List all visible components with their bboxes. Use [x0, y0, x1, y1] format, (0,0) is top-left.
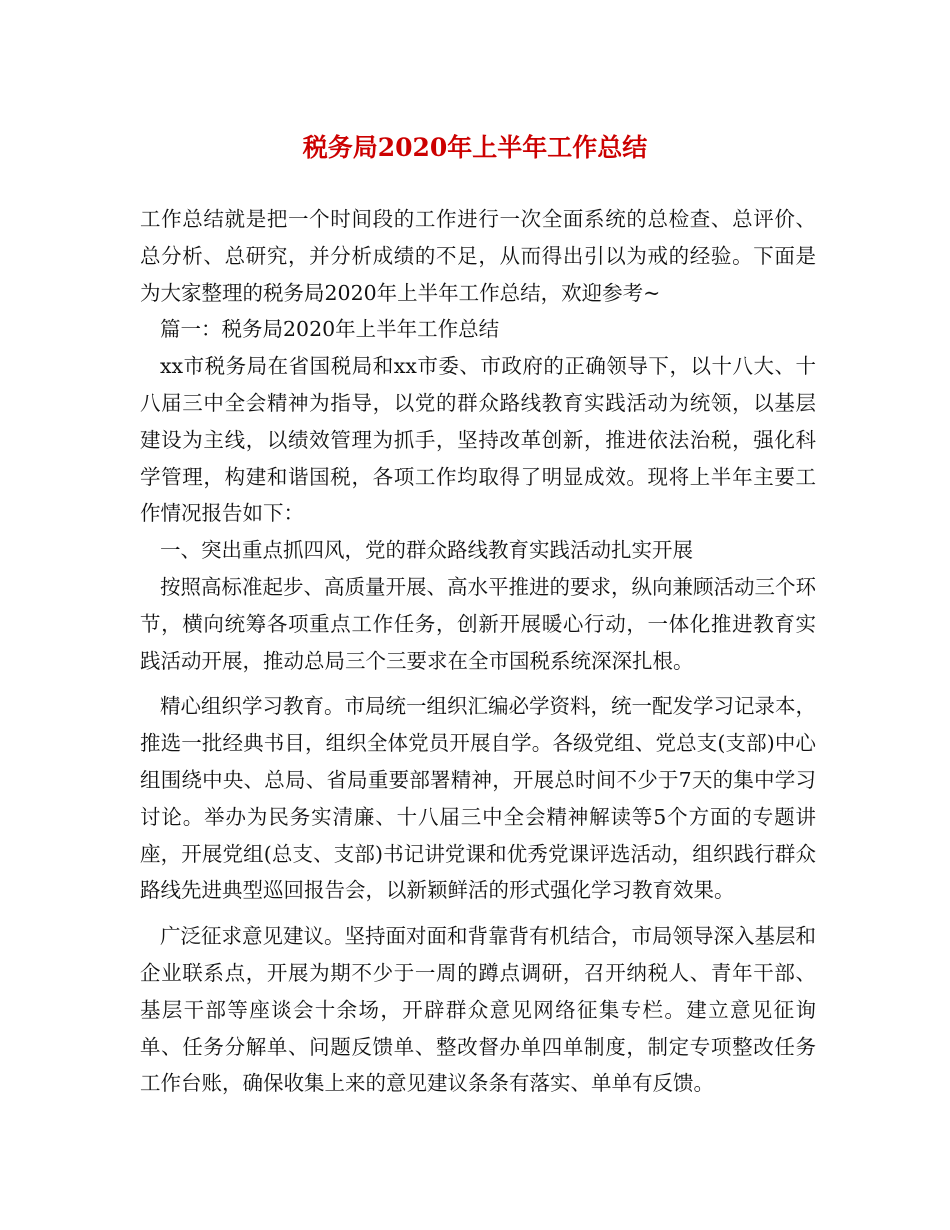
- section-heading-part-one: 篇一：税务局2020年上半年工作总结: [160, 317, 500, 342]
- intro-paragraph: 工作总结就是把一个时间段的工作进行一次全面系统的总检查、总评价、总分析、总研究，并分析成绩的不足，从而得出引以为戒的经验。下面是为大家整理的税务局2020年上半年工作总结，欢迎参考~: [140, 207, 816, 305]
- section-heading-one: 一、突出重点抓四风，党的群众路线教育实践活动扎实开展: [160, 538, 693, 563]
- body-paragraph: xx市税务局在省国税局和xx市委、市政府的正确领导下，以十八大、十八届三中全会精神为指导，以党的群众路线教育实践活动为统领，以基层建设为主线，以绩效管理为抓手，坚持改革创新，推进依法治税，强化科学管理，构建和谐国税，各项工作均取得了明显成效。现将上半年主要工作情况报告如下：: [140, 354, 816, 526]
- document-title: 税务局2020年上半年工作总结: [302, 133, 648, 162]
- body-paragraph: 广泛征求意见建议。坚持面对面和背靠背有机结合，市局领导深入基层和企业联系点，开展为期不少于一周的蹲点调研，召开纳税人、青年干部、基层干部等座谈会十余场，开辟群众意见网络征集专栏。建立意见征询单、任务分解单、问题反馈单、整改督办单四单制度，制定专项整改任务工作台账，确保收集上来的意见建议条条有落实、单单有反馈。: [140, 924, 816, 1096]
- body-paragraph: 按照高标准起步、高质量开展、高水平推进的要求，纵向兼顾活动三个环节，横向统筹各项重点工作任务，创新开展暖心行动，一体化推进教育实践活动开展，推动总局三个三要求在全市国税系统深深扎根。: [140, 574, 816, 673]
- body-paragraph: 精心组织学习教育。市局统一组织汇编必学资料，统一配发学习记录本，推选一批经典书目，组织全体党员开展自学。各级党组、党总支(支部)中心组围绕中央、总局、省局重要部署精神，开展总时间不少于7天的集中学习讨论。举办为民务实清廉、十八届三中全会精神解读等5个方面的专题讲座，开展党组(总支、支部)书记讲党课和优秀党课评选活动，组织践行群众路线先进典型巡回报告会，以新颖鲜活的形式强化学习教育效果。: [140, 694, 816, 903]
- document-body: [140, 201, 816, 1102]
